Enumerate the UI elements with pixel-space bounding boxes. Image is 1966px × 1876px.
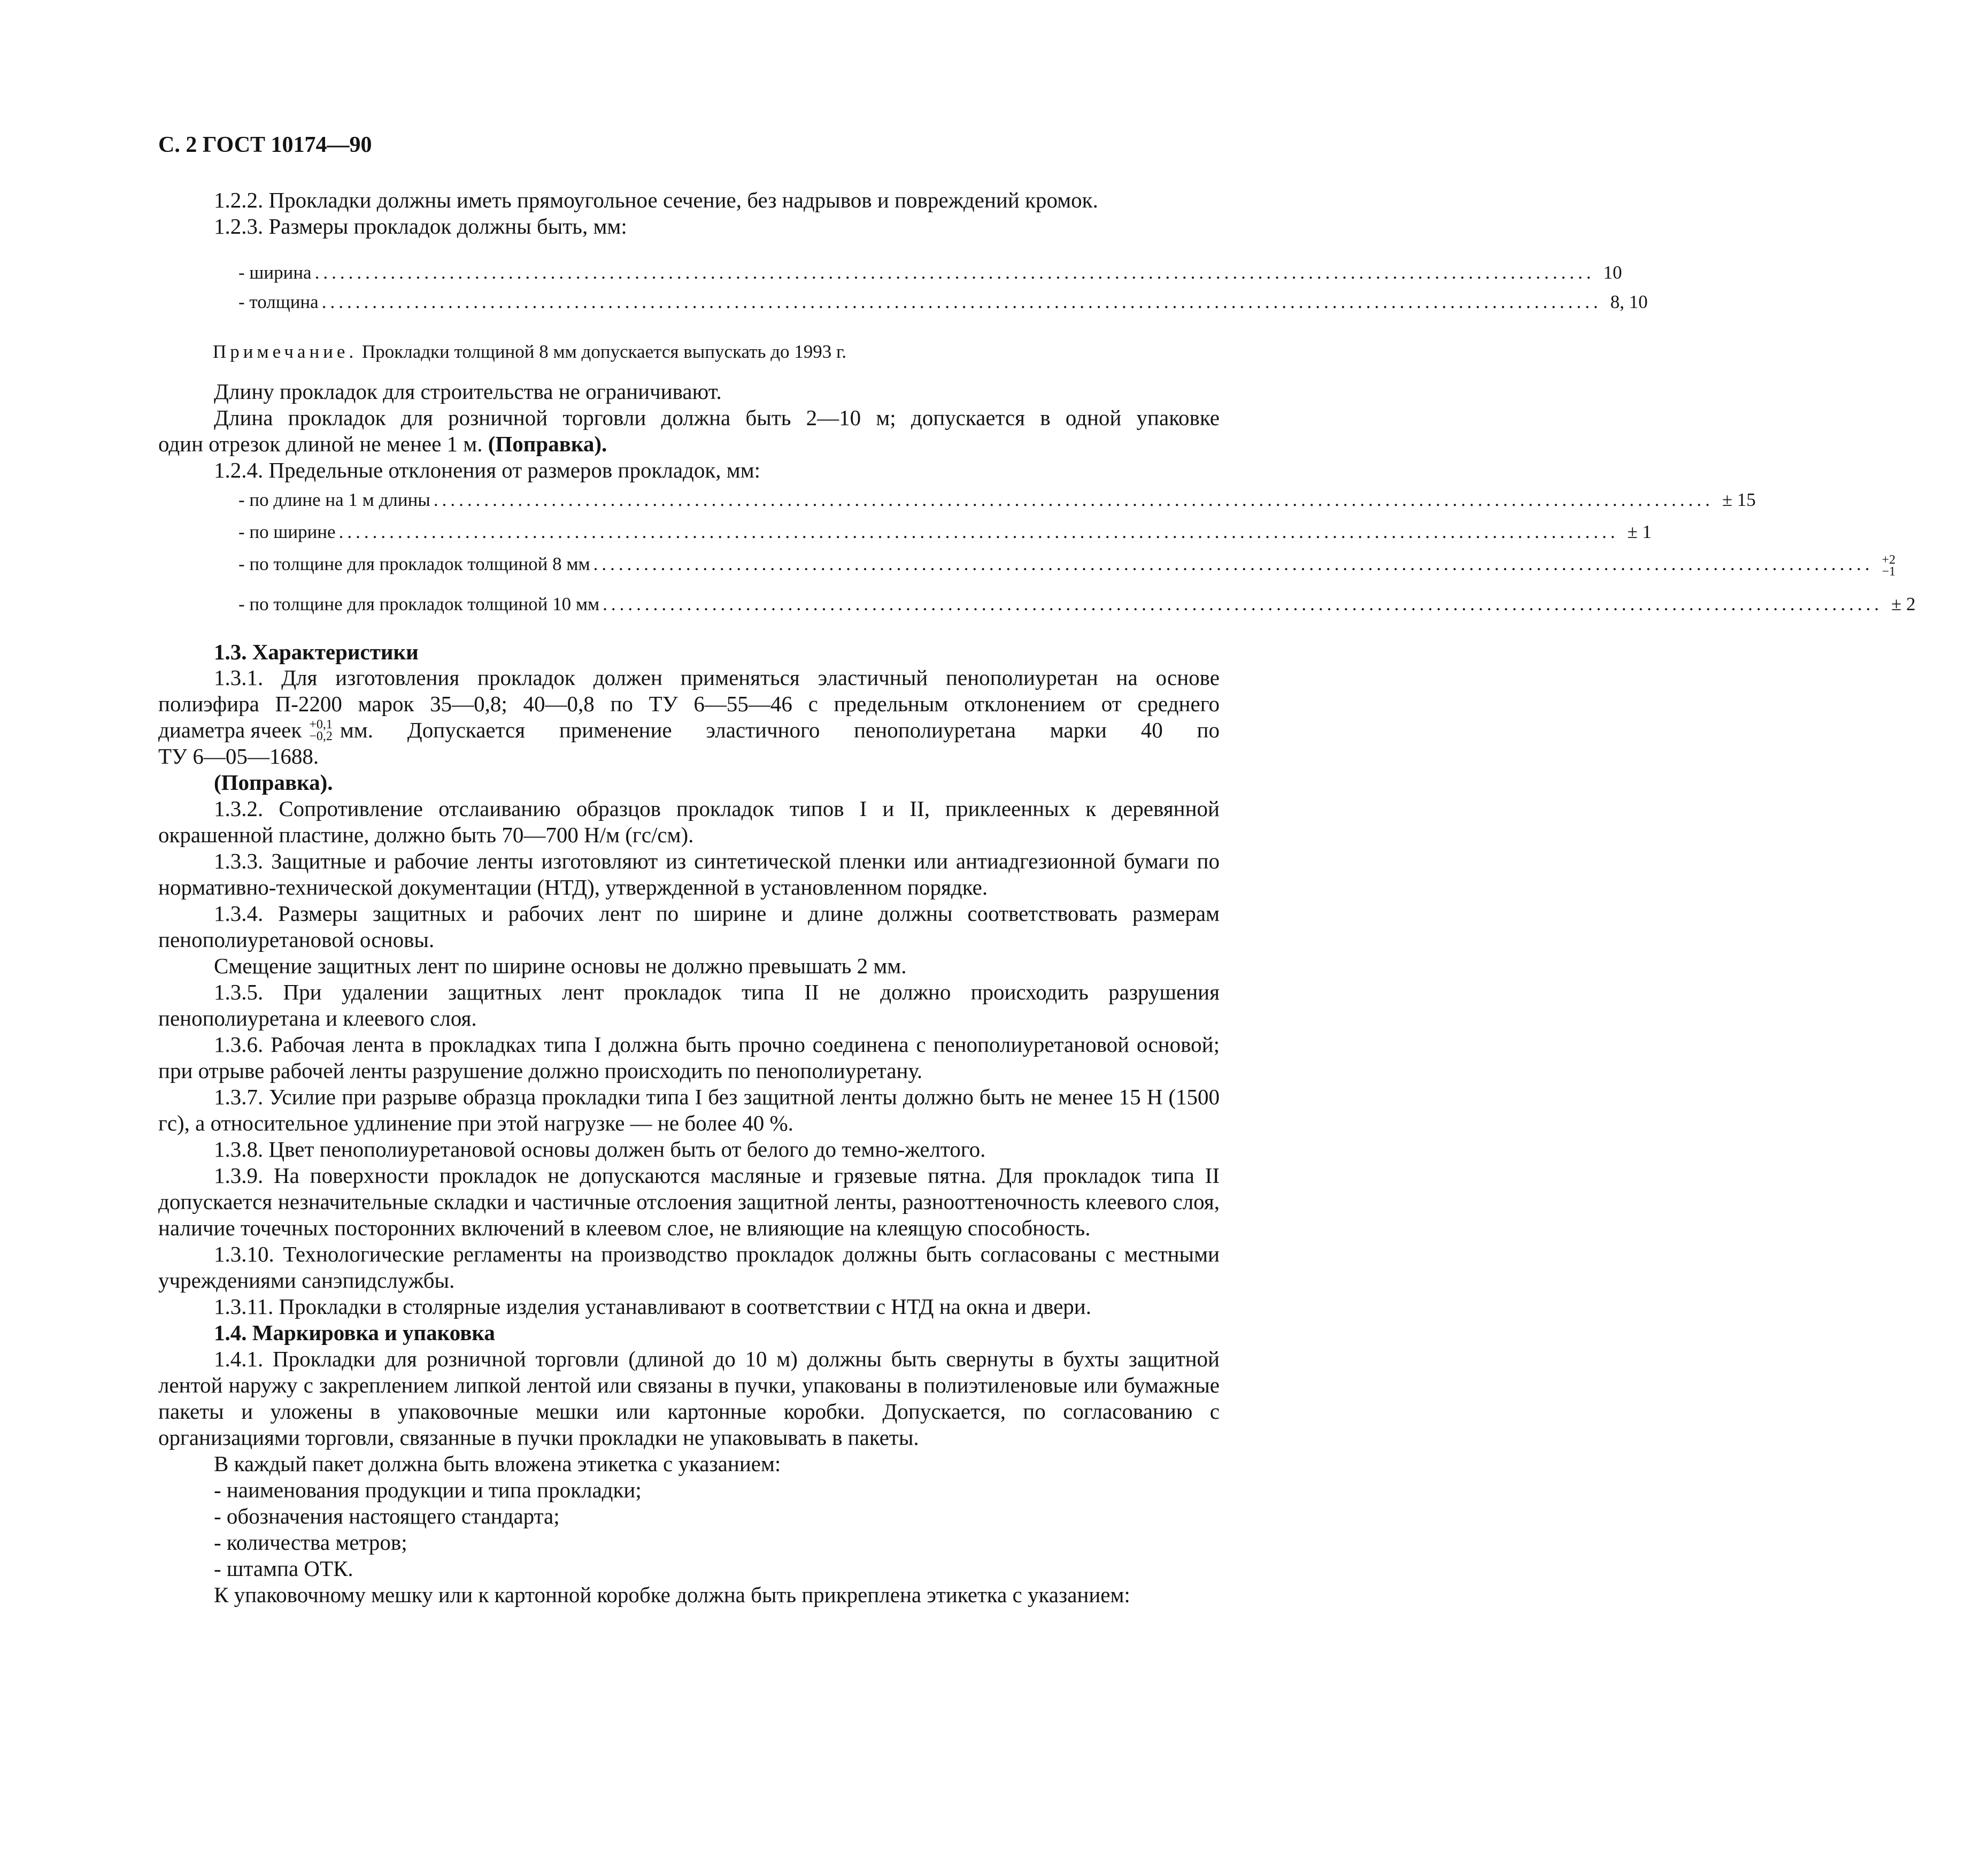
section-1-4-title: 1.4. Маркировка и упаковка: [214, 1320, 495, 1345]
dimension-value: 10: [1603, 262, 1622, 283]
paragraph: 1.3.3. Защитные и рабочие ленты изготовляют из синтетической пленки или антиадгезионной бумаги по нормативно-технической документации (НТД), утвержденной в установленном порядке.: [158, 849, 1220, 899]
dimension-row-thickness: [238, 289, 1648, 317]
dot-leader: ........................................................................................................................................................: [314, 262, 1595, 283]
paragraph: В каждый пакет должна быть вложена этикетка с указанием:: [214, 1451, 781, 1476]
paragraph: 1.3.7. Усилие при разрыве образца прокладки типа I без защитной ленты должно быть не менее 15 Н (1500 гс), а относительное удлинение при этой нагрузке — не более 40 %.: [158, 1085, 1220, 1135]
dimension-label: - толщина: [238, 291, 319, 312]
correction-label: (Поправка).: [214, 770, 333, 795]
paragraph: Смещение защитных лент по ширине основы не должно превышать 2 мм.: [214, 954, 907, 978]
tolerance: +2 −1: [1882, 552, 1896, 579]
dimension-value: 8, 10: [1610, 291, 1648, 312]
note-text: Прокладки толщиной 8 мм допускается выпускать до 1993 г.: [357, 341, 847, 362]
paragraph: 1.3.9. На поверхности прокладок не допускаются масляные и грязевые пятна. Для прокладок типа II допускается незначительные складки и частичные отслоения защитной ленты, разнооттеночность клеевого слоя, наличие точечных посторонних включений в клеевом слое, не влияющие на клеящую способность.: [158, 1163, 1220, 1240]
list-item: - обозначения настоящего стандарта;: [214, 1504, 560, 1528]
paragraph-length-retail: Длина прокладок для розничной торговли должна быть 2—10 м; допускается в одной упаковке один отрезок длиной не менее 1 м. (Поправка).: [158, 405, 1220, 456]
paragraph-1-2-2: 1.2.2. Прокладки должны иметь прямоугольное сечение, без надрывов и повреждений кромок.: [214, 188, 1098, 212]
deviation-row-thickness-8: - по толщине для прокладок толщиной 8 мм ........................................................................................................................................................ +2 −1: [238, 551, 1078, 579]
paragraph: 1.3.11. Прокладки в столярные изделия устанавливают в соответствии с НТД на окна и двери.: [214, 1294, 1091, 1319]
deviation-row-thickness-10: - по толщине для прокладок толщиной 10 мм ........................................................................................................................................................ ± 2: [238, 591, 1078, 619]
dot-leader: ........................................................................................................................................................: [433, 489, 1714, 510]
dot-leader: ........................................................................................................................................................: [321, 291, 1602, 312]
paragraphs-characteristics: [158, 796, 1220, 1608]
page-header: С. 2 ГОСТ 10174—90: [158, 133, 372, 157]
correction-label: (Поправка).: [488, 432, 607, 456]
paragraph-1-3-1: 1.3.1. Для изготовления прокладок должен применяться эластичный пенополиуретан на основе полиэфира П-2200 марок 35—0,8; 40—0,8 по ТУ 6—55—46 с предельным отклонением от среднего диаметра ячеек +0,1 −0,2 мм. Допускается применение эластичного пенополиуретана марки 40 по ТУ 6—05—1688. (Поправка).: [158, 665, 1220, 795]
list-item: - штампа ОТК.: [214, 1556, 353, 1581]
paragraph-length-construction: Длину прокладок для строительства не ограничивают.: [214, 379, 722, 404]
paragraph: 1.4.1. Прокладки для розничной торговли (длиной до 10 м) должны быть свернуты в бухты защитной лентой наружу с закреплением липкой лентой или связаны в пучки, упакованы в полиэтиленовые или бумажные пакеты и уложены в упаковочные мешки или картонные коробки. Допускается, по согласованию с организациями торговли, связанные в пучки прокладки не упаковывать в пакеты.: [158, 1347, 1220, 1450]
dot-leader: ........................................................................................................................................................: [603, 594, 1883, 614]
paragraph-1-2-4: 1.2.4. Предельные отклонения от размеров прокладок, мм:: [214, 458, 761, 482]
list-item: - наименования продукции и типа прокладки;: [214, 1478, 642, 1502]
list-item: - количества метров;: [214, 1530, 407, 1555]
dot-leader: ........................................................................................................................................................: [593, 553, 1874, 574]
paragraph: К упаковочному мешку или к картонной коробке должна быть прикреплена этикетка с указанием:: [214, 1582, 1130, 1607]
dimension-label: - ширина: [238, 262, 312, 283]
deviation-row-width: - по ширине ........................................................................................................................................................ ± 1: [238, 519, 1078, 547]
paragraph: 1.3.6. Рабочая лента в прокладках типа I должна быть прочно соединена с пенополиуретановой основой; при отрыве рабочей ленты разрушение должно происходить по пенополиуретану.: [158, 1032, 1220, 1083]
note-prefix: Примечание.: [213, 341, 358, 362]
section-1-3-title: 1.3. Характеристики: [214, 640, 419, 664]
note: [213, 339, 846, 365]
paragraph: 1.3.2. Сопротивление отслаиванию образцов прокладок типов I и II, приклеенных к деревянной окрашенной пластине, должно быть 70—700 Н/м (гс/см).: [158, 796, 1220, 847]
paragraph: 1.3.5. При удалении защитных лент прокладок типа II не должно происходить разрушения пенополиуретана и клеевого слоя.: [158, 980, 1220, 1031]
paragraph: 1.3.8. Цвет пенополиуретановой основы должен быть от белого до темно-желтого.: [214, 1137, 986, 1162]
paragraph: 1.3.4. Размеры защитных и рабочих лент по ширине и длине должны соответствовать размерам пенополиуретановой основы.: [158, 901, 1220, 952]
paragraph-1-2-3: 1.2.3. Размеры прокладок должны быть, мм:: [214, 214, 627, 239]
dot-leader: ........................................................................................................................................................: [338, 521, 1619, 542]
dimension-row-width: [238, 259, 1622, 287]
paragraph: 1.3.10. Технологические регламенты на производство прокладок должны быть согласованы с местными учреждениями санэпидслужбы.: [158, 1242, 1220, 1293]
tolerance: +0,1 −0,2: [309, 717, 333, 743]
deviation-row-length: - по длине на 1 м длины ........................................................................................................................................................ ± 15: [238, 487, 1078, 514]
